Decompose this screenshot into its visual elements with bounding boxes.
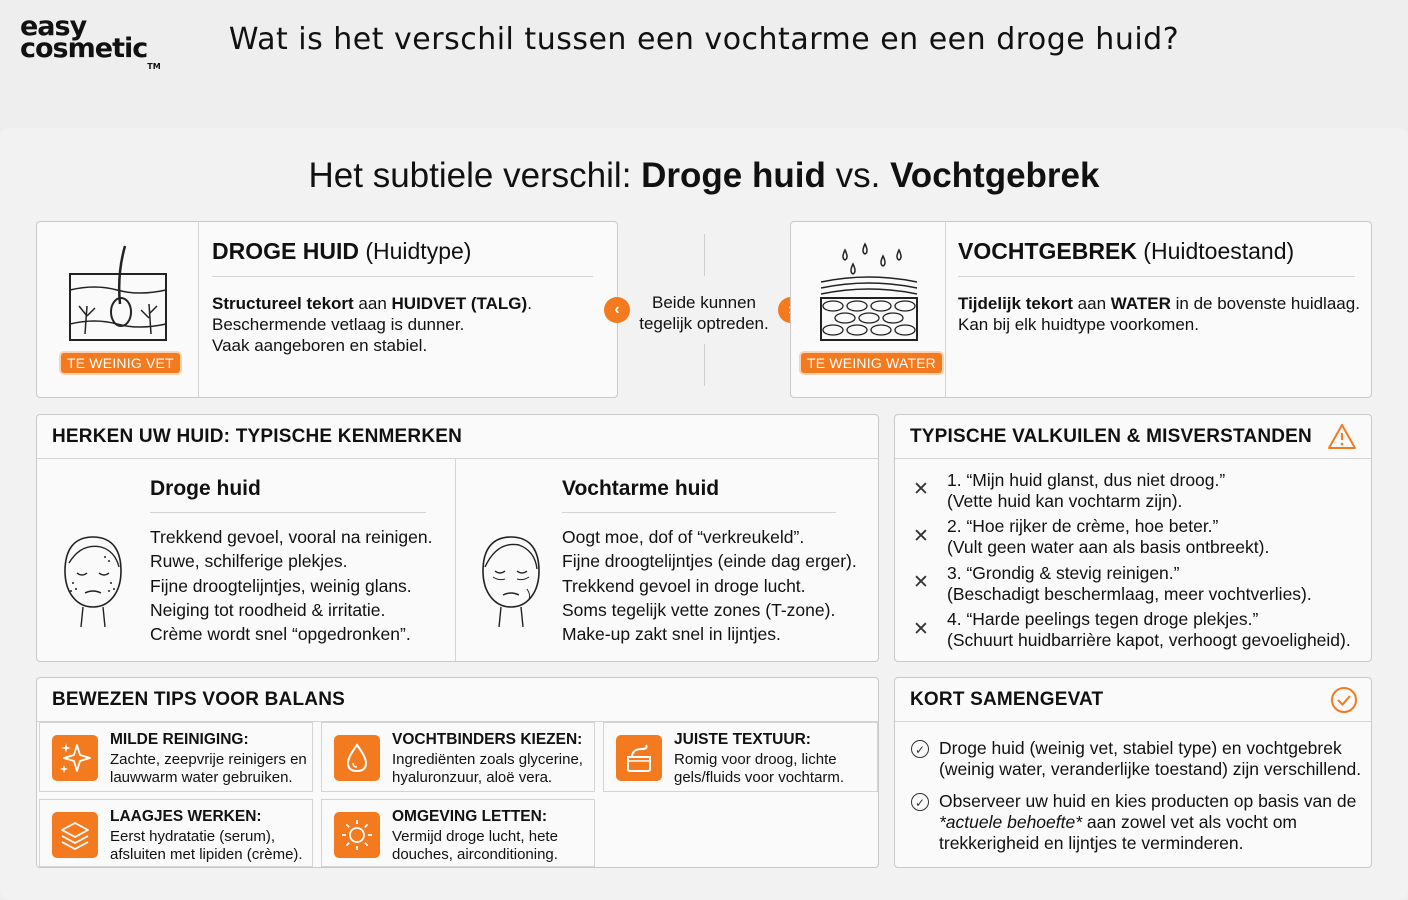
tip-line: Zachte, zeepvrije reinigers en: [110, 751, 307, 768]
x-icon: ✕: [913, 619, 929, 640]
dry-line3: Vaak aangeboren en stabiel.: [212, 336, 428, 355]
dry-line1-end: .: [527, 294, 532, 313]
column-divider: [455, 459, 456, 661]
list-item: Crème wordt snel “opgedronken”.: [150, 624, 411, 645]
card-divider: [945, 222, 946, 397]
dry-characteristics-list: [150, 525, 432, 646]
dry-line1-pre: Structureel tekort: [212, 294, 354, 313]
pitfall-explanation: (Vette huid kan vochtarm zijn).: [947, 491, 1183, 511]
dehydrated-line2: Kan bij elk huidtype voorkomen.: [958, 315, 1199, 334]
pitfall-item: [947, 470, 1225, 512]
pitfall-claim: 1. “Mijn huid glanst, dus niet droog.”: [947, 470, 1226, 490]
dehydrated-line1-bold: WATER: [1110, 294, 1171, 313]
middle-note-line1: Beide kunnen: [652, 293, 756, 312]
tip-title: LAAGJES WERKEN:: [110, 808, 262, 825]
arrow-left-icon: ‹: [604, 297, 630, 323]
summary-line-rest: aan zowel vet als vocht om: [1082, 812, 1298, 832]
tips-section: [36, 677, 879, 868]
x-icon: ✕: [913, 572, 929, 593]
dehydrated-line1-mid: aan: [1072, 294, 1111, 313]
warning-triangle-icon: [1327, 423, 1357, 450]
tip-text: [392, 751, 583, 787]
middle-divider-top: [704, 234, 705, 276]
dry-title-bold: DROGE HUID: [212, 238, 359, 264]
summary-item: [939, 738, 1361, 780]
dry-line2: Beschermende vetlaag is dunner.: [212, 315, 465, 334]
pitfalls-section: [894, 414, 1372, 662]
tip-title: VOCHTBINDERS KIEZEN:: [392, 731, 583, 748]
x-icon: ✕: [913, 479, 929, 500]
section-divider: [895, 458, 1371, 459]
dry-line1-bold: HUIDVET (TALG): [391, 294, 528, 313]
brand-line1: easy: [20, 11, 87, 42]
list-item: Oogt moe, dof of “verkreukeld”.: [562, 527, 805, 547]
summary-line: trekkerigheid en lijntjes te verminderen.: [939, 833, 1244, 853]
brand-tm: TM: [147, 62, 161, 71]
dehydrated-line1-pre: Tijdelijk tekort: [958, 294, 1073, 313]
pitfalls-title: TYPISCHE VALKUILEN & MISVERSTANDEN: [910, 426, 1312, 447]
title-underline: [212, 276, 593, 277]
skin-hair-follicle-icon: [65, 244, 171, 344]
middle-note: [630, 292, 778, 334]
tip-text: [110, 751, 307, 787]
tip-title: JUISTE TEXTUUR:: [674, 731, 811, 748]
summary-title: KORT SAMENGEVAT: [910, 689, 1104, 710]
dry-face-icon: [61, 533, 125, 629]
pitfall-item: [947, 516, 1269, 558]
dehydrated-skin-title: [958, 238, 1294, 265]
check-icon: ✓: [911, 740, 929, 758]
dehydrated-title-bold: VOCHTGEBREK: [958, 238, 1137, 264]
layers-icon: [52, 812, 98, 858]
pitfall-claim: 4. “Harde peelings tegen droge plekjes.”: [947, 609, 1259, 629]
tip-text: [110, 828, 303, 864]
pitfall-claim: 2. “Hoe rijker de crème, hoe beter.”: [947, 516, 1219, 536]
list-item: Trekkend gevoel in droge lucht.: [562, 575, 806, 596]
water-drop-icon: [334, 735, 380, 781]
tip-title: OMGEVING LETTEN:: [392, 808, 547, 825]
tip-line: gels/fluids voor vochtarm.: [674, 769, 845, 786]
section-divider: [895, 721, 1371, 722]
dehydrated-skin-description: [958, 293, 1360, 335]
dry-line1-mid: aan: [353, 294, 392, 313]
pitfall-item: [947, 609, 1351, 651]
brand-line2: cosmetic: [20, 33, 148, 64]
tip-card: [603, 722, 878, 792]
check-circle-icon: [1330, 686, 1358, 714]
middle-note-line2: tegelijk optreden.: [639, 314, 769, 333]
infographic-subtitle: [0, 156, 1408, 196]
subtitle-middle: vs.: [825, 156, 891, 195]
tip-line: Romig voor droog, lichte: [674, 751, 837, 768]
tip-line: Ingrediënten zoals glycerine,: [392, 751, 583, 768]
pitfall-item: [947, 563, 1312, 605]
cream-jar-icon: [616, 735, 662, 781]
list-item: Fijne droogtelijntjes, weinig glans.: [150, 575, 412, 596]
list-item: Trekkend gevoel, vooral na reinigen.: [150, 527, 433, 547]
summary-emphasis: *actuele behoefte*: [939, 812, 1083, 832]
card-divider: [198, 222, 199, 397]
dehydrated-characteristics-list: [562, 525, 857, 646]
tip-title: MILDE REINIGING:: [110, 731, 249, 748]
recognize-title: HERKEN UW HUID: TYPISCHE KENMERKEN: [52, 426, 463, 447]
tip-line: lauwwarm water gebruiken.: [110, 769, 293, 786]
dehydrated-title-rest: (Huidtoestand): [1136, 238, 1295, 264]
sun-icon: [334, 812, 380, 858]
summary-item: [939, 791, 1356, 854]
dehydrated-skin-badge: TE WEINIG WATER: [801, 353, 942, 373]
tips-title: BEWEZEN TIPS VOOR BALANS: [52, 689, 345, 710]
dry-skin-card: [36, 221, 618, 398]
list-item: Soms tegelijk vette zones (T-zone).: [562, 599, 836, 620]
tip-line: hyaluronzuur, aloë vera.: [392, 769, 553, 786]
dehydrated-face-icon: [479, 533, 543, 629]
dry-skin-description: [212, 293, 532, 356]
tip-text: [674, 751, 844, 787]
dry-column-title: Droge huid: [150, 477, 261, 500]
section-divider: [37, 458, 878, 459]
pitfall-explanation: (Beschadigt beschermlaag, meer vochtverlies).: [947, 584, 1312, 604]
column-title-underline: [150, 512, 426, 513]
dry-skin-title: [212, 238, 471, 265]
list-item: Fijne droogtelijntjes (einde dag erger).: [562, 551, 857, 572]
dry-skin-badge: TE WEINIG VET: [61, 353, 180, 373]
list-item: Make-up zakt snel in lijntjes.: [562, 624, 781, 645]
tip-card: [39, 722, 313, 792]
list-item: Neiging tot roodheid & irritatie.: [150, 599, 386, 620]
tip-line: douches, airconditioning.: [392, 846, 558, 863]
dehydrated-column-title: Vochtarme huid: [562, 477, 720, 500]
check-icon: ✓: [911, 793, 929, 811]
summary-line: Droge huid (weinig vet, stabiel type) en vochtgebrek: [939, 738, 1342, 758]
recognize-section: [36, 414, 879, 662]
tip-line: afsluiten met lipiden (crème).: [110, 846, 303, 863]
page-title: Wat is het verschil tussen een vochtarme en een droge huid?: [228, 22, 1180, 57]
tip-text: [392, 828, 558, 864]
x-icon: ✕: [913, 526, 929, 547]
pitfall-explanation: (Vult geen water aan als basis ontbreekt).: [947, 537, 1270, 557]
tip-line: Vermijd droge lucht, hete: [392, 828, 558, 845]
summary-section: [894, 677, 1372, 868]
title-underline: [958, 276, 1355, 277]
dehydrated-line1-end: in de bovenste huidlaag.: [1170, 294, 1360, 313]
tip-line: Eerst hydratatie (serum),: [110, 828, 276, 845]
middle-divider-bottom: [704, 344, 705, 386]
sparkle-icon: [52, 735, 98, 781]
summary-line: (weinig water, veranderlijke toestand) zijn verschillend.: [939, 759, 1362, 779]
subtitle-term1: Droge huid: [641, 156, 826, 195]
subtitle-prefix: Het subtiele verschil:: [308, 156, 642, 195]
pitfall-explanation: (Schuurt huidbarrière kapot, verhoogt gevoeligheid).: [947, 630, 1351, 650]
dry-title-rest: (Huidtype): [358, 238, 472, 264]
dehydrated-skin-card: [790, 221, 1372, 398]
tip-card: [321, 799, 595, 867]
column-title-underline: [562, 512, 836, 513]
pitfall-claim: 3. “Grondig & stevig reinigen.”: [947, 563, 1180, 583]
subtitle-term2: Vochtgebrek: [890, 156, 1100, 195]
list-item: Ruwe, schilferige plekjes.: [150, 551, 348, 572]
water-drops-skin-icon: [817, 242, 921, 348]
tip-card: [39, 799, 313, 867]
summary-line: Observeer uw huid en kies producten op basis van de: [939, 791, 1357, 811]
tip-card: [321, 722, 595, 792]
